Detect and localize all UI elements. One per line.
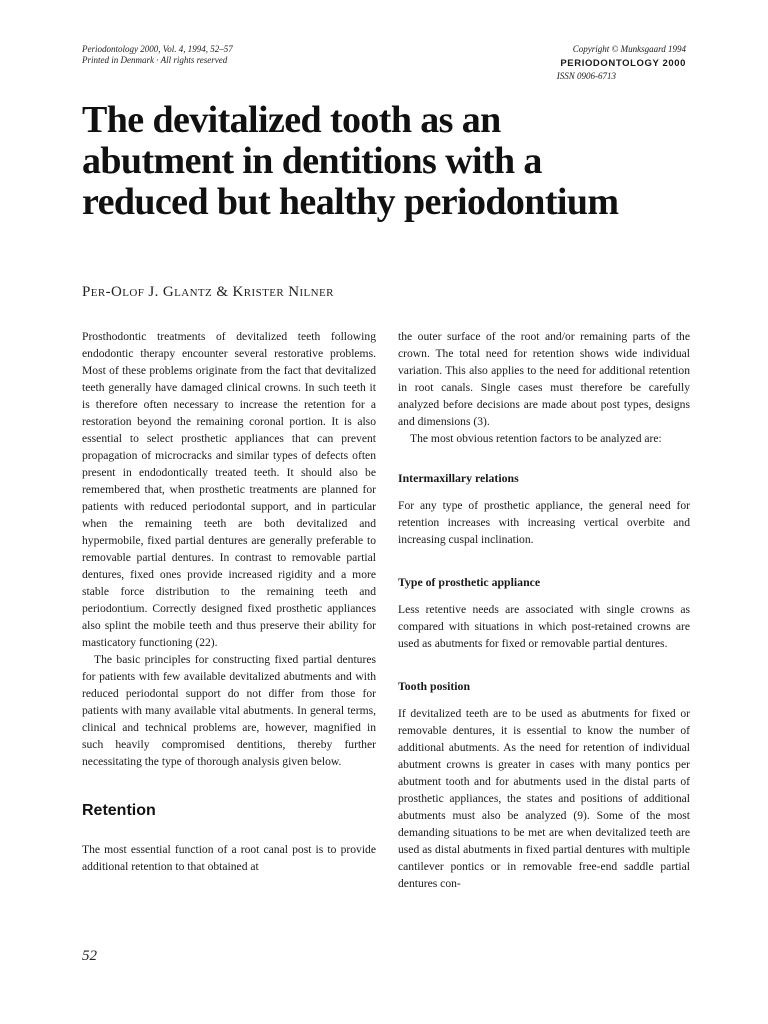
page-number: 52	[82, 948, 97, 964]
article-title: The devitalized tooth as an abutment in dentitions with a reduced but healthy periodontium	[82, 99, 619, 223]
journal-citation: Periodontology 2000, Vol. 4, 1994, 52–57	[82, 44, 233, 54]
body-paragraph: the outer surface of the root and/or remaining parts of the crown. The total need for retention shows wide individual variation. This also applies to the need for additional retention in root canals. Single cases must therefore be carefully analyzed before decisions are made about post types, designs and dimensions (3).	[398, 330, 690, 428]
subheading-prosthetic-appliance: Type of prosthetic appliance	[398, 575, 541, 589]
copyright-block	[557, 43, 686, 82]
body-paragraph: Less retentive needs are associated with single crowns as compared with situations in which post-retained crowns are used as abutments for fixed or removable partial dentures.	[398, 603, 690, 650]
subheading-tooth-position: Tooth position	[398, 679, 471, 693]
printed-notice: Printed in Denmark · All rights reserved	[82, 55, 228, 65]
citation-block	[82, 44, 233, 66]
copyright-notice: Copyright © Munksgaard 1994	[572, 44, 686, 54]
journal-name: PERIODONTOLOGY 2000	[560, 58, 686, 69]
article-authors: Per-Olof J. Glantz & Krister Nilner	[82, 284, 334, 300]
issn-number: ISSN 0906-6713	[556, 71, 616, 81]
left-column	[82, 328, 376, 875]
subheading-intermaxillary-relations: Intermaxillary relations	[398, 471, 519, 485]
section-heading-retention: Retention	[82, 802, 156, 819]
right-column	[398, 328, 690, 892]
body-paragraph: If devitalized teeth are to be used as abutments for fixed or removable dentures, it is essential to know the number of additional abutments. As the need for retention of individual abutment crowns is greater in cases with many pontics per abutment tooth and for abutments used in the distal parts of prosthetic appliances, the states and positions of additional abutments must also be analyzed (9). Some of the most demanding situations to be met are when devitalized teeth are used as distal abutments in fixed partial dentures with multiple cantilever pontics or in removable free-end saddle partial dentures con-	[398, 707, 690, 890]
body-paragraph: For any type of prosthetic appliance, the general need for retention increases with increasing vertical overbite and increasing cuspal inclination.	[398, 499, 690, 546]
body-paragraph: The basic principles for constructing fixed partial dentures for patients with few available devitalized abutments and with reduced periodontal support do not differ from those for patients with many available vital abutments. In general terms, clinical and technical problems are, however, magnified in such heavily compromised dentitions, thereby further necessitating the type of thorough analysis given below.	[82, 653, 376, 768]
body-paragraph: The most obvious retention factors to be analyzed are:	[410, 432, 662, 445]
body-paragraph: Prosthodontic treatments of devitalized teeth following endodontic therapy encounter several restorative problems. Most of these problems originate from the fact that devitalized teeth generally have damaged clinical crowns. In such teeth it is therefore often necessary to increase the retention for a restoration beyond the remaining coronal portion. It is also essential to select prosthetic appliances that can prevent propagation of microcracks and similar types of defects often present in endodontically treated teeth. It should also be remembered that, when prosthetic treatments are planned for patients with reduced periodontal support, and in particular when the remaining teeth are both devitalized and hypermobile, fixed partial dentures are generally preferable to removable partial dentures. In contrast to removable partial dentures, fixed ones provide increased rigidity and a more stable force distribution to the remaining teeth and periodontium. Correctly designed fixed prosthetic appliances also splint the mobile teeth and thus preserve their ability for masticatory functioning (22).	[82, 330, 376, 649]
body-paragraph: The most essential function of a root canal post is to provide additional retention to that obtained at	[82, 843, 376, 873]
